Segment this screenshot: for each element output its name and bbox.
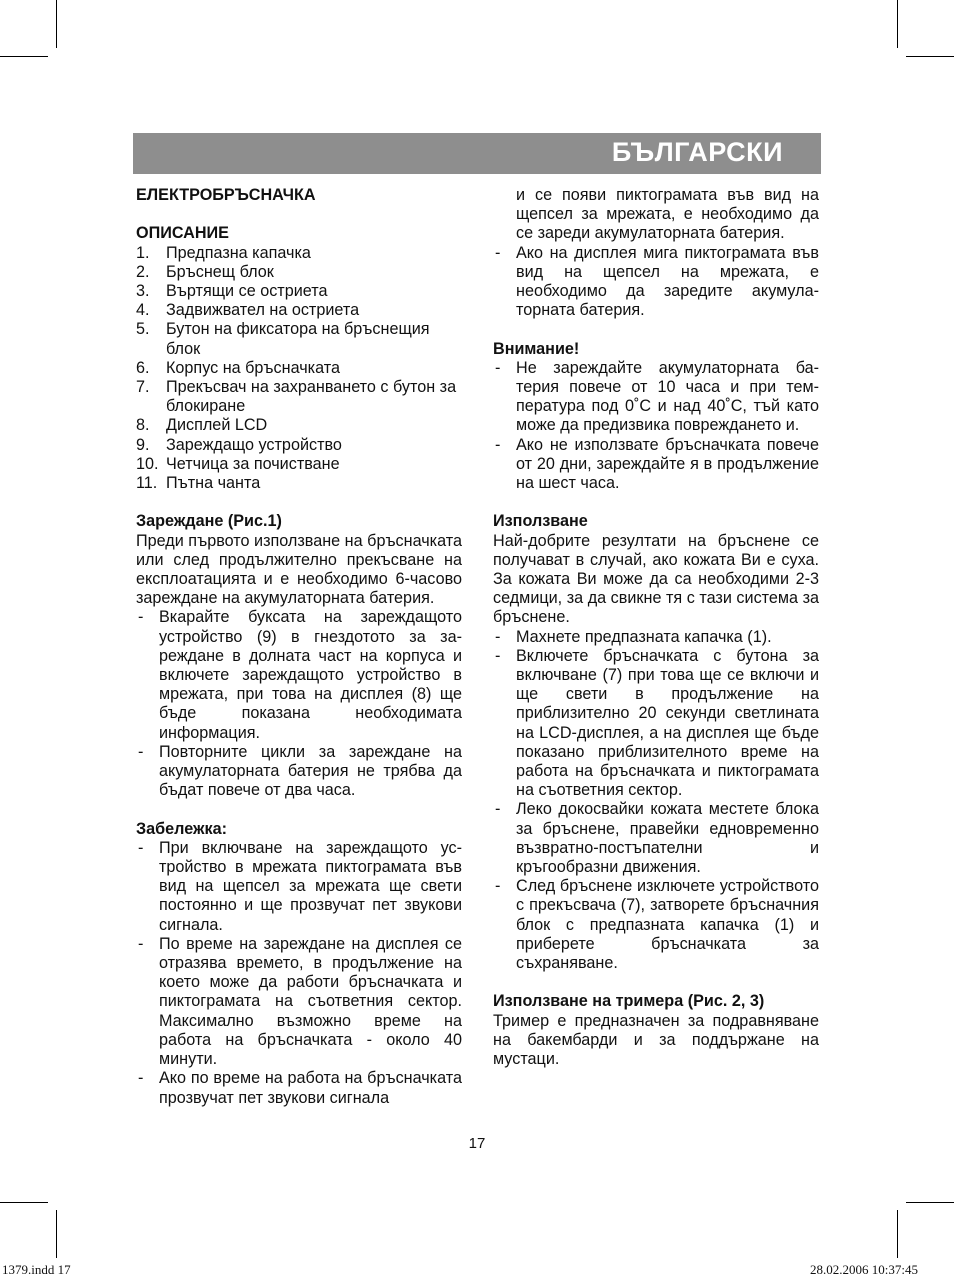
list-text: Задвижвател на остриета [166,301,360,320]
note-heading: Забележка: [136,819,227,838]
slug-datetime: 28.02.2006 10:37:45 [810,1262,918,1277]
bullet-text: Ако не използвате бръсначката повече от 20 дни, зареждайте я в продължение на шест часа. [516,435,819,493]
list-number: 11. [136,474,158,493]
crop-mark [56,0,57,48]
list-text: Бутон на фиксатора на бръснещия блок [166,320,430,358]
list-text: Предпазна капачка [166,243,311,262]
bullet-text: Включете бръсначката с бутона за включване (7) при това ще се включи и ще свети в продължение на приблизително 20 секунди светлината на LCD-дисплея, а на дисплея ще бъде показано приблизителното време на работа на бръсначката и пиктограмата на съответния сектор. [516,646,819,800]
list-item [136,282,462,301]
bullet-item: - Ако по време на работа на бръсначката прозвучат пет звукови сигнала [138,1069,462,1107]
trimmer-heading: Използване на тримера (Рис. 2, 3) [493,992,765,1011]
right-column [493,186,819,1069]
list-item [136,378,462,416]
bullet-text: При включване на зареждащото устройство в мрежата пиктограмата във вид на щепсел за мрежата ще свети постоянно и ще прозвучат пет звукови сигнала. [159,838,462,934]
list-item [136,416,462,435]
crop-mark [0,56,48,57]
bullet-text: и се появи пиктограмата във вид на щепсел за мрежата, е необходимо да се зареди акумулаторната батерия. [516,186,819,243]
usage-heading: Използване [493,512,588,531]
list-item [136,244,462,263]
list-item [136,359,462,378]
list-item [136,474,462,493]
bullet-text: Вкарайте буксата на зареждащото устройство (9) в гнездотото за зареждане в долната част на корпуса и включете зареждащото устройство в мрежата, при това на дисплея (8) ще бъде показана необходимата информация. [159,608,462,742]
description-list [136,244,462,494]
list-number: 5. [136,320,150,339]
bullet-item: - Вкарайте буксата на зареждащото устройство (9) в гнездотото за зареждане в долната част на корпуса и включете зареждащото устройство в мрежата, при това на дисплея (8) ще бъде показана необходимата информация. [138,608,462,742]
bullet-item: - След бръснене изключете устройството с прекъсвача (7), затворете бръсначния блок с предпазната капачка (1) и приберете бръсначката за съхраняване. [495,877,819,973]
product-title: ЕЛЕКТРОБРЪСНАЧКА [136,186,316,204]
bullet-item: - Ако не използвате бръсначката повече от 20 дни, зареждайте я в продължение на шест часа. [495,435,819,493]
list-number: 6. [136,358,150,377]
bullet-text: Повторните цикли за зареждане на акумулаторната батерия не трябва да бъдат повече от два часа. [159,742,462,800]
charging-paragraph: Преди първото използване на бръсначката или след продължително прекъсване на експлоатацията и е необходимо 6-часово зареждане на акумулаторната батерия. [136,531,462,608]
crop-mark [56,1210,57,1258]
language-header-bar [133,133,821,174]
bullet-item: - Леко докосвайки кожата местете блока за бръснене, правейки едновременно възвратно-постъпателни и кръгообразни движения. [495,800,819,877]
description-heading: ОПИСАНИЕ [136,224,229,243]
bullet-item: - По време на зареждане на дисплея се отразява времето, в продължение на което може да работи бръсначката и пиктограмата на съответния сектор. Максимално възможно време на работа на бръсначката - около 40 минути. [138,934,462,1069]
language-header: БЪЛГАРСКИ [611,137,783,167]
bullet-text: Ако по време на работа на бръсначката прозвучат пет звукови сигнала [159,1069,462,1107]
crop-mark [897,1210,898,1258]
list-item [136,263,462,282]
list-text: Корпус на бръсначката [166,358,340,377]
bullet-item: - Не зареждайте акумулаторната батерия повече от 10 часа и при температура под 0˚C и над 40˚C, тъй като може да предизвика повреждането и. [495,358,819,435]
warning-heading: Внимание! [493,339,580,358]
list-number: 2. [136,262,150,281]
bullet-item: - Включете бръсначката с бутона за включване (7) при това ще се включи и ще свети в продължение на приблизително 20 секунди светлината на LCD-дисплея, а на дисплея ще бъде показано приблизителното време на работа на бръсначката и пиктограмата на съответния сектор. [495,646,819,800]
bullet-item: - Ако на дисплея мига пиктограмата във вид на щепсел на мрежата, е необходимо да заредите акумулаторната батерия. [495,243,819,320]
bullet-continuation [493,186,819,244]
list-text: Прекъсвач на захранването с бутон за блокиране [166,378,457,416]
left-column [136,186,462,1108]
list-number: 7. [136,378,150,397]
list-number: 3. [136,282,150,300]
bullet-text: Не зареждайте акумулаторната батерия повече от 10 часа и при температура под 0˚C и над 40˚C, тъй като може да предизвика повреждането и. [516,358,819,435]
list-item [136,436,462,455]
list-number: 1. [136,243,150,262]
list-text: Четчица за почистване [166,454,340,473]
list-text: Бръснещ блок [166,262,274,281]
usage-paragraph: Най-добрите резултати на бръснене се получават в случай, ако кожата Ви е суха. За кожата Ви може да са необходими 2-3 седмици, за да свикне тя с тази система за бръснене. [493,531,819,627]
page-number: 17 [468,1135,486,1152]
list-number: 8. [136,416,150,435]
bullet-text: По време на зареждане на дисплея се отразява времето, в продължение на което може да работи бръсначката и пиктограмата на съответния сектор. Максимално възможно време на работа на бръсначката - около 40 минути. [159,934,462,1069]
bullet-item: - При включване на зареждащото устройство в мрежата пиктограмата във вид на щепсел за мрежата ще свети постоянно и ще прозвучат пет звукови сигнала. [138,838,462,934]
list-text: Въртящи се остриета [166,282,328,300]
list-item [136,455,462,474]
charging-heading: Зареждане (Рис.1) [136,512,282,531]
list-item [136,320,462,358]
slug-filename: 1379.indd 17 [2,1262,71,1277]
bullet-text: Махнете предпазната капачка (1). [516,627,772,646]
crop-mark [906,56,954,57]
list-number: 4. [136,301,150,320]
bullet-text: След бръснене изключете устройството с прекъсвача (7), затворете бръсначния блок с предпазната капачка (1) и приберете бръсначката за съхраняване. [516,877,819,973]
crop-mark [906,1202,954,1203]
bullet-item: - Махнете предпазната капачка (1). [493,628,819,647]
bullet-text: Леко докосвайки кожата местете блока за бръснене, правейки едновременно възвратно-постъпателни и кръгообразни движения. [516,800,819,877]
list-number: 9. [136,435,150,454]
list-text: Пътна чанта [166,474,261,493]
list-text: Дисплей LCD [166,416,268,435]
bullet-item: - Повторните цикли за зареждане на акумулаторната батерия не трябва да бъдат повече от два часа. [138,742,462,800]
crop-mark [897,0,898,48]
bullet-text: Ако на дисплея мига пиктограмата във вид на щепсел на мрежата, е необходимо да заредите акумулаторната батерия. [516,243,819,320]
list-number: 10. [136,454,159,473]
list-text: Зареждащо устройство [166,435,342,454]
list-item [136,301,462,320]
trimmer-paragraph: Тример е предназначен за подравняване на бакембарди и за поддържане на мустаци. [493,1011,819,1069]
crop-mark [0,1202,48,1203]
